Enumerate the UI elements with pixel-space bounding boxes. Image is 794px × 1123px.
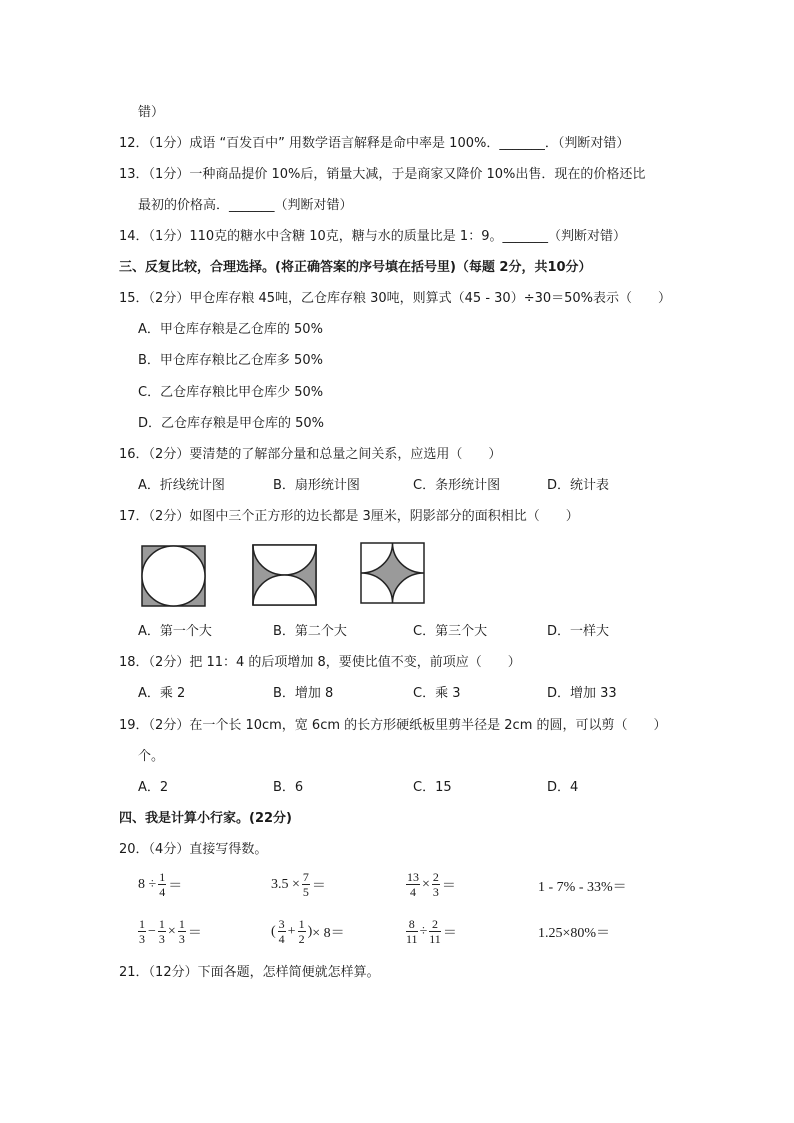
- q20-r2c2-num2: 1: [298, 917, 305, 931]
- q20-r2c4: 1.25×80%＝: [538, 926, 611, 941]
- q17-option-a[interactable]: A．第一个大: [138, 624, 212, 639]
- q19-stem-line1: 19．（2分）在一个长 10cm，宽 6cm 的长方形硬纸板里剪半径是 2cm 的圆，可以剪（ ）: [119, 718, 667, 733]
- q20-r1c2: [271, 870, 326, 899]
- q20-r1c3-num2: 2: [432, 870, 439, 884]
- q13-line2: 最初的价格高．_______（判断对错）: [138, 198, 353, 213]
- q15-option-b[interactable]: B．甲仓库存粮比乙仓库多 50%: [138, 353, 323, 368]
- q17-option-d[interactable]: D．一样大: [547, 624, 610, 639]
- q20-r2c2-den1: 4: [278, 932, 285, 946]
- q20-r1c1-num: 1: [159, 870, 166, 884]
- q20-r2c3-num1: 8: [406, 917, 418, 932]
- q20-r2c2-op: +: [287, 923, 296, 939]
- q20-r2c2-open: (: [271, 923, 276, 939]
- q11-tail: 错）: [138, 105, 165, 120]
- q16-option-b[interactable]: B．扇形统计图: [273, 478, 360, 493]
- q19-option-a[interactable]: A．2: [138, 780, 169, 795]
- q20-r2c2-den2: 2: [298, 932, 305, 946]
- q13-line1: 13．（1分）一种商品提价 10%后，销量大减，于是商家又降价 10%出售．现在的价格还比: [119, 167, 646, 182]
- q20-r2c1-num2: 1: [158, 917, 165, 931]
- q17-figure-1: [140, 544, 208, 608]
- q20-r2c1-num3: 1: [178, 917, 185, 931]
- q20-r1c3-op: ×: [422, 876, 430, 892]
- q21-stem: 21．（12分）下面各题，怎样简便就怎样算。: [119, 965, 380, 980]
- q20-r1c2-num: 7: [302, 870, 309, 884]
- figure1-circle: [142, 546, 205, 606]
- q17-figure-2: [251, 543, 319, 607]
- q15-option-a[interactable]: A．甲仓库存粮是乙仓库的 50%: [138, 322, 323, 337]
- q20-r2c1-op1: −: [148, 923, 156, 939]
- q20-r2c1-den3: 3: [178, 932, 185, 946]
- q12: 12．（1分）成语 “百发百中” 用数学语言解释是命中率是 100%．_______．（判断对错）: [119, 136, 630, 151]
- q20-r2c3-post: ＝: [442, 925, 457, 941]
- q20-r1c3-den2: 3: [432, 885, 439, 899]
- q17-option-c[interactable]: C．第三个大: [413, 624, 488, 639]
- q15-option-c[interactable]: C．乙仓库存粮比甲仓库少 50%: [138, 385, 324, 400]
- q20-r2c1-op2: ×: [167, 923, 176, 939]
- q16-option-d[interactable]: D．统计表: [547, 478, 610, 493]
- q20-r1c3-post: ＝: [441, 878, 456, 894]
- q20-r1c1-pre: 8 ÷: [138, 876, 157, 892]
- q20-r2c1-den2: 3: [158, 932, 165, 946]
- q20-r1c2-pre: 3.5 ×: [271, 876, 300, 892]
- q20-r1c2-den: 5: [302, 885, 309, 899]
- q20-r1c2-post: ＝: [311, 878, 326, 894]
- q20-r1c1-den: 4: [159, 885, 166, 899]
- q18-stem: 18．（2分）把 11：4 的后项增加 8，要使比值不变，前项应（ ）: [119, 655, 521, 670]
- q18-option-c[interactable]: C．乘 3: [413, 686, 461, 701]
- q20-r2c2-post: × 8＝: [312, 925, 345, 941]
- section4-title: 四、我是计算小行家。(22分): [119, 811, 292, 826]
- q17-option-b[interactable]: B．第二个大: [273, 624, 347, 639]
- q20-r1c1-post: ＝: [168, 878, 183, 894]
- q20-r2c2: [271, 917, 345, 946]
- q19-stem-line2: 个。: [138, 749, 165, 764]
- q20-r2c3-den1: 11: [406, 932, 418, 946]
- q20-r2c2-close: ): [307, 923, 313, 939]
- section3-title: 三、反复比较，合理选择。(将正确答案的序号填在括号里)（每题 2分，共10分）: [119, 260, 592, 275]
- q18-option-a[interactable]: A．乘 2: [138, 686, 186, 701]
- q15-option-d[interactable]: D．乙仓库存粮是甲仓库的 50%: [138, 416, 325, 431]
- q20-r1c3: [404, 870, 456, 899]
- q20-r1c3-den1: 4: [410, 885, 416, 899]
- q14: 14．（1分）110克的糖水中含糖 10克，糖与水的质量比是 1：9。_______（判断对错）: [119, 229, 626, 244]
- q20-r2c3-op: ÷: [419, 923, 428, 939]
- q20-r2c1: [136, 917, 202, 946]
- q19-option-d[interactable]: D．4: [547, 780, 579, 795]
- q17-figure-3: [359, 541, 427, 605]
- q20-r2c1-post: ＝: [187, 925, 202, 941]
- q20-r1c4: 1 - 7% - 33%＝: [538, 880, 627, 895]
- q20-r2c1-den1: 3: [139, 932, 145, 946]
- q20-stem: 20．（4分）直接写得数。: [119, 842, 268, 857]
- q20-r2c3-den2: 11: [429, 932, 441, 946]
- q20-r2c3-num2: 2: [429, 917, 441, 932]
- q18-option-b[interactable]: B．增加 8: [273, 686, 334, 701]
- q20-r1c1: [138, 870, 182, 899]
- q19-option-c[interactable]: C．15: [413, 780, 452, 795]
- q16-option-c[interactable]: C．条形统计图: [413, 478, 501, 493]
- q20-r2c3: [404, 917, 457, 946]
- q20-r2c2-num1: 3: [278, 917, 285, 931]
- q20-r2c1-num1: 1: [139, 917, 145, 931]
- q16-stem: 16．（2分）要清楚的了解部分量和总量之间关系，应选用（ ）: [119, 447, 502, 462]
- q16-option-a[interactable]: A．折线统计图: [138, 478, 225, 493]
- q18-option-d[interactable]: D．增加 33: [547, 686, 617, 701]
- q17-stem: 17．（2分）如图中三个正方形的边长都是 3厘米，阴影部分的面积相比（ ）: [119, 509, 579, 524]
- q19-option-b[interactable]: B．6: [273, 780, 304, 795]
- q20-r1c3-num1: 13: [407, 870, 419, 884]
- q15-stem: 15．（2分）甲仓库存粮 45吨，乙仓库存粮 30吨，则算式（45 - 30）÷30＝50%表示（ ）: [119, 291, 672, 306]
